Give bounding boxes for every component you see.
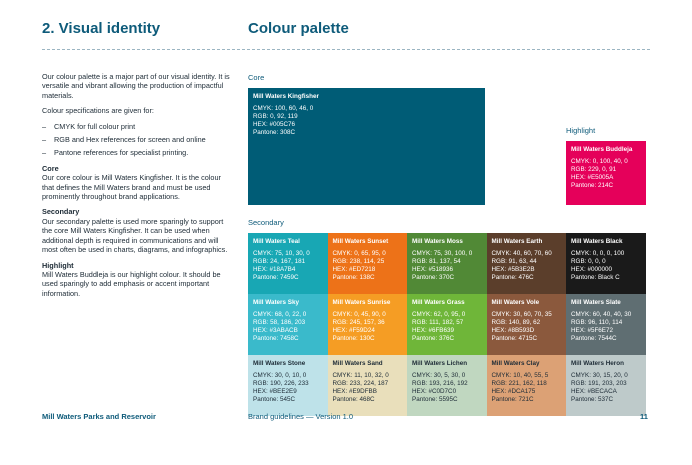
swatch-mill-waters-vole bbox=[487, 294, 567, 355]
swatch-pantone: Pantone: 7459C bbox=[253, 274, 299, 281]
swatch-hex: HEX: #5B3E2B bbox=[491, 266, 535, 273]
swatch-rgb: RGB: 190, 226, 233 bbox=[253, 380, 309, 387]
swatch-cmyk: CMYK: 0, 65, 95, 0 bbox=[332, 250, 386, 257]
swatch-pantone: Pantone: 138C bbox=[332, 274, 375, 281]
swatch-mill-waters-sunset bbox=[328, 233, 408, 294]
swatch-name: Mill Waters Teal bbox=[253, 238, 300, 245]
swatch-cmyk: CMYK: 0, 0, 0, 100 bbox=[571, 250, 625, 257]
swatch-cmyk: CMYK: 30, 0, 10, 0 bbox=[253, 372, 307, 379]
swatch-rgb: RGB: 111, 182, 57 bbox=[412, 319, 464, 326]
secondary-heading: Secondary bbox=[42, 207, 80, 217]
swatch-rgb: RGB: 24, 167, 181 bbox=[253, 258, 306, 265]
swatch-cmyk: CMYK: 62, 0, 95, 0 bbox=[412, 311, 466, 318]
swatch-name: Mill Waters Kingfisher bbox=[253, 93, 319, 100]
swatch-name: Mill Waters Sunrise bbox=[332, 299, 391, 306]
footer-document-title: Brand guidelines — Version 1.0 bbox=[248, 412, 354, 421]
swatch-rgb: RGB: 81, 137, 54 bbox=[412, 258, 461, 265]
swatch-hex: HEX: #DCA175 bbox=[491, 388, 536, 395]
swatch-pantone: Pantone: 468C bbox=[332, 396, 375, 403]
swatch-hex: HEX: #18A7B4 bbox=[253, 266, 296, 273]
swatch-name: Mill Waters Slate bbox=[571, 299, 621, 306]
swatch-rgb: RGB: 191, 203, 203 bbox=[571, 380, 627, 387]
swatch-name: Mill Waters Sand bbox=[332, 360, 383, 367]
swatch-cmyk: CMYK: 11, 10, 32, 0 bbox=[332, 372, 389, 379]
swatch-name: Mill Waters Earth bbox=[491, 238, 543, 245]
swatch-name: Mill Waters Clay bbox=[491, 360, 540, 367]
swatch-cmyk: CMYK: 30, 5, 30, 0 bbox=[412, 372, 466, 379]
swatch-mill-waters-moss bbox=[407, 233, 487, 294]
swatch-cmyk: CMYK: 68, 0, 22, 0 bbox=[253, 311, 307, 318]
core-text: Our core colour is Mill Waters Kingfisher. It is the colour that defines the Mill Waters brand and must be used prominently throughout brand applications. bbox=[42, 173, 221, 202]
swatch-pantone: Pantone: 308C bbox=[253, 129, 296, 136]
swatch-name: Mill Waters Buddleja bbox=[571, 146, 633, 153]
swatch-hex: HEX: #E5005A bbox=[571, 174, 614, 181]
section-title: 2. Visual identity bbox=[42, 20, 161, 37]
swatch-name: Mill Waters Grass bbox=[412, 299, 465, 306]
swatch-pantone: Pantone: Black C bbox=[571, 274, 620, 281]
swatch-mill-waters-grass bbox=[407, 294, 487, 355]
swatch-rgb: RGB: 245, 157, 36 bbox=[332, 319, 385, 326]
swatch-cmyk: CMYK: 75, 10, 30, 0 bbox=[253, 250, 310, 257]
swatch-hex: HEX: #6FB639 bbox=[412, 327, 455, 334]
swatch-pantone: Pantone: 214C bbox=[571, 182, 614, 189]
list-item: – Pantone references for specialist printing. bbox=[42, 148, 230, 157]
swatch-cmyk: CMYK: 60, 40, 40, 30 bbox=[571, 311, 632, 318]
spec-intro: Colour specifications are given for: bbox=[42, 106, 154, 116]
swatch-hex: HEX: #5F6E72 bbox=[571, 327, 614, 334]
swatch-hex: HEX: #518936 bbox=[412, 266, 453, 273]
swatch-pantone: Pantone: 370C bbox=[412, 274, 455, 281]
header-divider bbox=[42, 49, 650, 50]
swatch-hex: HEX: #C0D7C0 bbox=[412, 388, 457, 395]
swatch-hex: HEX: #8B593D bbox=[491, 327, 535, 334]
core-swatch-kingfisher bbox=[248, 88, 485, 205]
swatch-pantone: Pantone: 721C bbox=[491, 396, 534, 403]
swatch-cmyk: CMYK: 100, 60, 46, 0 bbox=[253, 105, 314, 112]
swatch-hex: HEX: #005C76 bbox=[253, 121, 296, 128]
swatch-rgb: RGB: 238, 114, 25 bbox=[332, 258, 385, 265]
swatch-cmyk: CMYK: 30, 15, 20, 0 bbox=[571, 372, 628, 379]
secondary-text: Our secondary palette is used more sparingly to support the core Mill Waters Kingfisher. It can be used when additional depth is required in communications and will most often be used in charts, diagrams, and infographics. bbox=[42, 216, 228, 255]
swatch-mill-waters-stone bbox=[248, 355, 328, 416]
swatch-mill-waters-black bbox=[566, 233, 646, 294]
page-title: Colour palette bbox=[248, 20, 349, 37]
swatch-rgb: RGB: 221, 162, 118 bbox=[491, 380, 547, 387]
swatch-name: Mill Waters Sky bbox=[253, 299, 299, 306]
swatch-hex: HEX: #BECACA bbox=[571, 388, 617, 395]
intro-paragraph: Our colour palette is a major part of our visual identity. It is versatile and vibrant allowing the production of impactful materials. bbox=[42, 72, 230, 100]
highlight-swatch-buddleja bbox=[566, 141, 646, 205]
swatch-hex: HEX: #3ABACB bbox=[253, 327, 298, 334]
swatch-hex: HEX: #BEE2E9 bbox=[253, 388, 297, 395]
swatch-name: Mill Waters Moss bbox=[412, 238, 463, 245]
swatch-rgb: RGB: 91, 63, 44 bbox=[491, 258, 537, 265]
list-item: – RGB and Hex references for screen and online bbox=[42, 135, 230, 144]
highlight-label: Highlight bbox=[566, 126, 596, 135]
swatch-pantone: Pantone: 5595C bbox=[412, 396, 458, 403]
swatch-cmyk: CMYK: 0, 100, 40, 0 bbox=[571, 158, 628, 165]
swatch-mill-waters-sunrise bbox=[328, 294, 408, 355]
swatch-hex: HEX: #E9DFBB bbox=[332, 388, 377, 395]
swatch-name: Mill Waters Stone bbox=[253, 360, 306, 367]
core-label: Core bbox=[248, 73, 265, 82]
swatch-hex: HEX: #000000 bbox=[571, 266, 612, 273]
swatch-rgb: RGB: 193, 216, 192 bbox=[412, 380, 468, 387]
spec-list bbox=[42, 122, 230, 158]
swatch-rgb: RGB: 229, 0, 91 bbox=[571, 166, 617, 173]
swatch-mill-waters-sand bbox=[328, 355, 408, 416]
swatch-mill-waters-heron bbox=[566, 355, 646, 416]
swatch-pantone: Pantone: 130C bbox=[332, 335, 375, 342]
swatch-rgb: RGB: 96, 110, 114 bbox=[571, 319, 623, 326]
secondary-label: Secondary bbox=[248, 218, 284, 227]
core-heading: Core bbox=[42, 163, 59, 173]
swatch-name: Mill Waters Lichen bbox=[412, 360, 468, 367]
swatch-mill-waters-slate bbox=[566, 294, 646, 355]
swatch-cmyk: CMYK: 40, 60, 70, 60 bbox=[491, 250, 552, 257]
swatch-cmyk: CMYK: 0, 45, 90, 0 bbox=[332, 311, 386, 318]
swatch-cmyk: CMYK: 75, 30, 100, 0 bbox=[412, 250, 473, 257]
footer-organisation: Mill Waters Parks and Reservoir bbox=[42, 412, 156, 421]
swatch-rgb: RGB: 0, 0, 0 bbox=[571, 258, 606, 265]
swatch-pantone: Pantone: 545C bbox=[253, 396, 296, 403]
swatch-rgb: RGB: 58, 186, 203 bbox=[253, 319, 306, 326]
swatch-pantone: Pantone: 537C bbox=[571, 396, 614, 403]
swatch-cmyk: CMYK: 10, 40, 55, 5 bbox=[491, 372, 549, 379]
swatch-pantone: Pantone: 7544C bbox=[571, 335, 617, 342]
highlight-heading: Highlight bbox=[42, 260, 74, 270]
swatch-name: Mill Waters Black bbox=[571, 238, 623, 245]
swatch-pantone: Pantone: 7458C bbox=[253, 335, 299, 342]
swatch-name: Mill Waters Sunset bbox=[332, 238, 389, 245]
highlight-text: Mill Waters Buddleja is our highlight colour. It should be used sparingly to add emphasis or accent important information. bbox=[42, 269, 221, 298]
swatch-mill-waters-earth bbox=[487, 233, 567, 294]
intro-text bbox=[42, 72, 230, 304]
swatch-hex: HEX: #ED7218 bbox=[332, 266, 376, 273]
list-item: – CMYK for full colour print bbox=[42, 122, 230, 131]
swatch-mill-waters-sky bbox=[248, 294, 328, 355]
swatch-name: Mill Waters Heron bbox=[571, 360, 624, 367]
swatch-pantone: Pantone: 4715C bbox=[491, 335, 538, 342]
swatch-pantone: Pantone: 376C bbox=[412, 335, 455, 342]
swatch-hex: HEX: #F59D24 bbox=[332, 327, 375, 334]
swatch-rgb: RGB: 140, 89, 62 bbox=[491, 319, 541, 326]
swatch-name: Mill Waters Vole bbox=[491, 299, 540, 306]
swatch-rgb: RGB: 233, 224, 187 bbox=[332, 380, 389, 387]
swatch-mill-waters-teal bbox=[248, 233, 328, 294]
swatch-mill-waters-lichen bbox=[407, 355, 487, 416]
swatch-pantone: Pantone: 476C bbox=[491, 274, 534, 281]
swatch-cmyk: CMYK: 30, 60, 70, 35 bbox=[491, 311, 552, 318]
page-number: 11 bbox=[640, 412, 648, 421]
swatch-rgb: RGB: 0, 92, 119 bbox=[253, 113, 298, 120]
swatch-mill-waters-clay bbox=[487, 355, 567, 416]
